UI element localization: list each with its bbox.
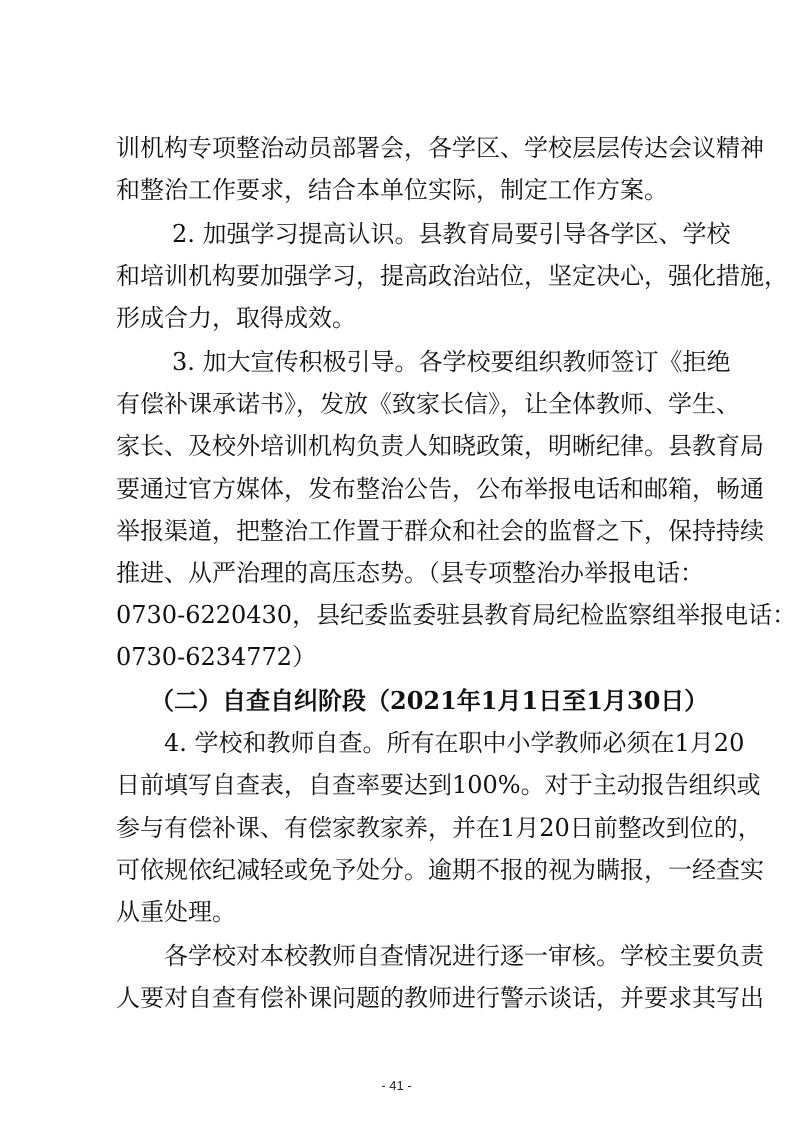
text-line: 家长、及校外培训机构负责人知晓政策，明晰纪律。县教育局: [116, 432, 764, 460]
text-line: 举报渠道，把整治工作置于群众和社会的监督之下，保持持续: [116, 517, 764, 545]
page-number: - 41 -: [381, 1078, 412, 1093]
text-line: 形成合力，取得成效。: [116, 304, 356, 332]
list-item-4: 4. 学校和教师自查。所有在职中小学教师必须在1月20: [164, 729, 745, 757]
text-line: 和培训机构要加强学习，提高政治站位，坚定决心，强化措施，: [116, 262, 788, 290]
text-line: 和整治工作要求，结合本单位实际，制定工作方案。: [116, 176, 668, 204]
text-line: 推进、从严治理的高压态势。（县专项整治办举报电话：: [116, 559, 704, 587]
text-line: 可依规依纪减轻或免予处分。逾期不报的视为瞒报，一经查实: [116, 856, 764, 884]
text-line: 日前填写自查表，自查率要达到100%。对于主动报告组织或: [116, 771, 761, 799]
text-line: 0730-6220430，县纪委监委驻县教育局纪检监察组举报电话：: [116, 601, 796, 629]
text-line: 参与有偿补课、有偿家教家养，并在1月20日前整改到位的，: [116, 814, 762, 842]
section-heading: （二）自查自纠阶段（2021年1月1日至1月30日）: [150, 686, 709, 715]
text-line: 训机构专项整治动员部署会，各学区、学校层层传达会议精神: [116, 134, 764, 162]
text-line: 有偿补课承诺书》，发放《致家长信》，让全体教师、学生、: [116, 390, 740, 418]
text-line: 人要对自查有偿补课问题的教师进行警示谈话，并要求其写出: [116, 984, 764, 1012]
paragraph-start: 各学校对本校教师自查情况进行逐一审核。学校主要负责: [164, 942, 764, 970]
list-item-3: 3. 加大宣传积极引导。各学校要组织教师签订《拒绝: [172, 348, 731, 376]
text-line: 从重处理。: [116, 898, 236, 926]
list-item-2: 2. 加强学习提高认识。县教育局要引导各学区、学校: [172, 220, 731, 248]
text-line: 0730-6234772）: [116, 643, 317, 671]
text-line: 要通过官方媒体，发布整治公告，公布举报电话和邮箱，畅通: [116, 475, 764, 503]
